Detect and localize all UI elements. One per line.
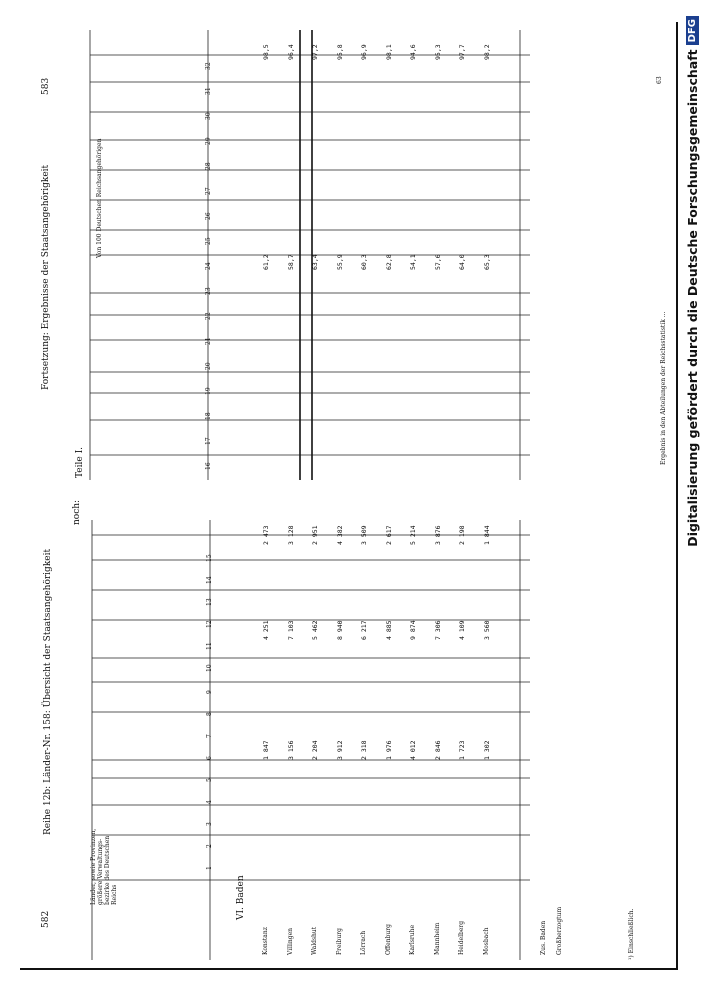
table-total-label: Großherzogtum	[556, 906, 563, 955]
column-number: 18	[205, 412, 212, 420]
column-number: 13	[206, 598, 213, 606]
table-cell: 2 473	[262, 525, 270, 545]
right-group-header: Von 100 Deutschen Reichsangehörigen	[96, 138, 103, 258]
table-cell: 5 462	[311, 620, 319, 640]
table-cell: 63,4	[311, 254, 319, 270]
section-label: VI. Baden	[236, 875, 246, 920]
table-row-label: Villingen	[286, 927, 294, 955]
table-cell: 96,4	[286, 44, 295, 60]
sidebar-text: Digitalisierung gefördert durch die Deutsche Forschungsgemeinschaft	[685, 49, 700, 547]
column-number: 9	[206, 690, 213, 694]
table-cell: 3 509	[360, 525, 368, 545]
column-number: 28	[205, 162, 212, 170]
table-cell: 1 976	[384, 740, 393, 760]
column-number: 23	[205, 287, 212, 295]
table-cell: 3 560	[482, 620, 491, 640]
column-number: 4	[206, 800, 213, 804]
table-cell: 94,6	[409, 44, 417, 60]
column-number: 12	[206, 620, 213, 628]
column-number: 30	[205, 112, 212, 120]
table-cell: 3 128	[286, 525, 295, 545]
table-cell: 4 885	[384, 620, 393, 640]
table-cell: 2 951	[311, 525, 319, 545]
table-cell: 3 876	[433, 525, 442, 545]
left-page-header: Reihe 12b: Länder-Nr. 158: Übersicht der Staatsangehörigkeit	[43, 548, 53, 835]
table-cell: 1 723	[458, 740, 466, 760]
table-cell: 3 156	[286, 740, 295, 760]
column-number: 19	[205, 387, 212, 395]
column-number: 15	[206, 554, 213, 562]
column-number: 1	[206, 866, 213, 870]
table-cell: 2 198	[458, 525, 466, 545]
table-cell: 98,5	[262, 44, 270, 60]
table-cell: 1 302	[482, 740, 491, 760]
table-row-label: Karlsruhe	[409, 924, 416, 955]
column-number: 26	[205, 212, 212, 220]
table-cell: 9 874	[409, 620, 417, 640]
right-footnote: Ergebnis in den Abteilungen der Reichsstatistik ...	[660, 311, 667, 465]
row-stub-header: Länder, sowie Provinzen, größere Verwaltungs- bezirke des Deutschen Reichs	[90, 828, 118, 905]
dfg-badge: DFG	[686, 16, 699, 45]
table-row-label: Heidelberg	[458, 920, 465, 955]
column-number: 20	[205, 362, 212, 370]
right-page-header: Fortsetzung: Ergebnisse der Staatsangehörigkeit	[41, 164, 51, 390]
table-row-label: Offenburg	[384, 923, 392, 955]
column-number: 3	[206, 822, 213, 826]
table-cell: 64,0	[458, 254, 466, 270]
table-row-label: Freiburg	[335, 928, 343, 955]
table-cell: 57,6	[433, 254, 442, 270]
table-row-label: Mosbach	[482, 927, 490, 955]
table-cell: 7 306	[433, 620, 442, 640]
table-total-label: Zus. Baden	[540, 920, 547, 955]
left-table-label: noch:	[72, 499, 82, 525]
column-number: 27	[205, 187, 212, 195]
table-cell: 1 847	[262, 740, 270, 760]
table-cell: 95,3	[433, 44, 442, 60]
dfg-sidebar	[678, 0, 707, 1000]
column-number: 29	[205, 137, 212, 145]
table-cell: 98,2	[482, 44, 491, 60]
right-page-number: 583	[41, 77, 51, 95]
column-number: 21	[205, 337, 212, 345]
left-footnote: ¹) Einschließlich.	[628, 908, 635, 960]
table-cell: 2 318	[360, 740, 368, 760]
table-cell: 7 103	[286, 620, 295, 640]
table-row-label: Mannheim	[433, 922, 441, 955]
column-number: 11	[206, 642, 213, 650]
column-number: 14	[206, 576, 213, 584]
column-number: 17	[205, 437, 212, 445]
right-page-ref: 63	[656, 76, 663, 84]
table-cell: 58,7	[286, 254, 295, 270]
column-number: 6	[206, 756, 213, 760]
table-cell: 65,3	[482, 254, 491, 270]
column-number: 24	[205, 262, 212, 270]
table-cell: 1 844	[482, 525, 491, 545]
column-number: 2	[206, 844, 213, 848]
column-number: 22	[205, 312, 212, 320]
table-row-label: Lörrach	[360, 930, 367, 955]
table-row-label: Waldshut	[311, 926, 318, 955]
table-cell: 97,2	[311, 44, 319, 60]
table-cell: 3 912	[335, 740, 344, 760]
left-page-number: 582	[41, 910, 51, 928]
right-table-label: Teile I.	[75, 447, 85, 478]
table-cell: 4 382	[335, 525, 344, 545]
table-cell: 98,1	[384, 44, 393, 60]
table-cell: 8 940	[335, 620, 344, 640]
column-number: 31	[205, 87, 212, 95]
table-cell: 2 846	[433, 740, 442, 760]
table-cell: 2 204	[311, 740, 319, 760]
table-cell: 95,8	[335, 44, 344, 60]
table-cell: 61,2	[262, 254, 270, 270]
table-cell: 97,7	[458, 44, 466, 60]
column-number: 8	[206, 712, 213, 716]
table-cell: 2 617	[384, 525, 393, 545]
table-cell: 96,9	[360, 44, 368, 60]
column-number: 5	[206, 778, 213, 782]
column-number: 25	[205, 237, 212, 245]
table-cell: 54,1	[409, 254, 417, 270]
table-cell: 4 012	[409, 740, 417, 760]
table-cell: 4 109	[458, 620, 466, 640]
table-row-label: Konstanz	[262, 927, 269, 955]
table-cell: 55,9	[335, 254, 344, 270]
table-cell: 5 214	[409, 525, 417, 545]
column-number: 7	[206, 734, 213, 738]
table-cell: 6 217	[360, 620, 368, 640]
column-number: 32	[205, 62, 212, 70]
table-cell: 60,3	[360, 254, 368, 270]
table-cell: 62,8	[384, 254, 393, 270]
column-number: 16	[205, 462, 212, 470]
column-number: 10	[206, 664, 213, 672]
table-cell: 4 251	[262, 620, 270, 640]
